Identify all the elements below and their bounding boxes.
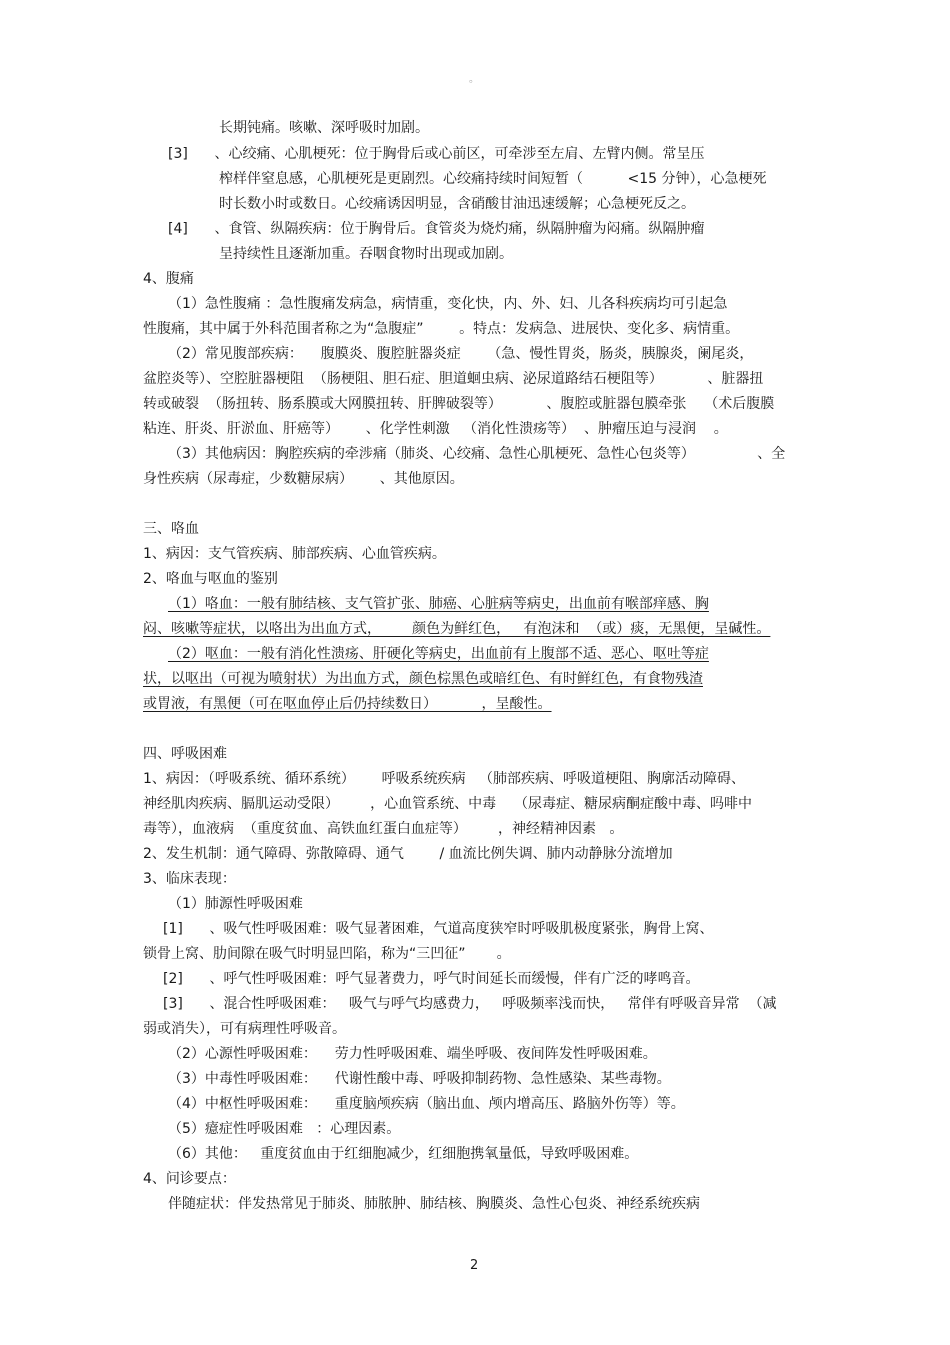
text-line bbox=[143, 1018, 346, 1040]
text-line bbox=[168, 1043, 657, 1065]
text-line-content: [2] 、呼气性呼吸困难：呼气显著费力，呼气时间延长而缓慢，伴有广泛的哮鸣音。 bbox=[163, 971, 700, 987]
text-line-content: 1、病因：（呼吸系统、循环系统） 呼吸系统疾病 （肺部疾病、呼吸道梗阻、胸廓活动障碍、 bbox=[143, 771, 745, 787]
text-line bbox=[168, 443, 785, 465]
text-line-content: 4、问诊要点： bbox=[143, 1171, 236, 1187]
text-line bbox=[143, 818, 623, 840]
text-line bbox=[143, 668, 703, 690]
text-line bbox=[143, 943, 511, 965]
header-mark: 。 bbox=[469, 74, 479, 85]
text-line-content: 呈持续性且逐渐加重。吞咽食物时出现或加剧。 bbox=[219, 246, 513, 262]
text-line-content: 或胃液，有黑便（可在呕血停止后仍持续数日） ，呈酸性。 bbox=[143, 696, 552, 712]
text-line bbox=[143, 1168, 236, 1190]
text-line-content: 神经肌肉疾病、膈肌运动受限） ，心血管系统、中毒 （尿毒症、糖尿病酮症酸中毒、吗啡中 bbox=[143, 796, 752, 812]
text-line bbox=[168, 1118, 400, 1140]
text-line-content: （4）中枢性呼吸困难： 重度脑颅疾病（脑出血、颅内增高压、路脑外伤等）等。 bbox=[168, 1096, 685, 1112]
text-line-content: 状，以呕出（可视为喷射状）为出血方式，颜色棕黑色或暗红色、有时鲜红色，有食物残渣 bbox=[143, 671, 703, 687]
text-line-content: 2、咯血与呕血的鉴别 bbox=[143, 571, 278, 587]
text-line bbox=[163, 968, 700, 990]
text-line bbox=[143, 318, 739, 340]
text-line bbox=[219, 168, 767, 190]
text-line-content: 3、临床表现： bbox=[143, 871, 236, 887]
text-line-content: 粘连、肝炎、肝淤血、肝癌等） 、化学性刺激 （消化性溃疡等） 、肿瘤压迫与浸润 。 bbox=[143, 421, 728, 437]
text-line-content: 身性疾病（尿毒症，少数糖尿病） 、其他原因。 bbox=[143, 471, 464, 487]
text-line-content: （2）常见腹部疾病： 腹膜炎、腹腔脏器炎症 （急、慢性胃炎，肠炎，胰腺炎，阑尾炎， bbox=[168, 346, 754, 362]
text-line-content: 长期钝痛。咳嗽、深呼吸时加剧。 bbox=[219, 120, 429, 136]
text-line bbox=[219, 243, 513, 265]
text-line bbox=[219, 117, 429, 139]
text-line bbox=[143, 568, 278, 590]
text-line-content: 伴随症状：伴发热常见于肺炎、肺脓肿、肺结核、胸膜炎、急性心包炎、神经系统疾病 bbox=[168, 1196, 700, 1212]
text-line-content: （5）癔症性呼吸困难 ：心理因素。 bbox=[168, 1121, 401, 1137]
text-line-content: 榨样伴窒息感，心肌梗死是更剧烈。心绞痛持续时间短暂（ <15 分钟），心急梗死 bbox=[219, 171, 767, 187]
text-line bbox=[143, 418, 728, 440]
text-line-content: 毒等），血液病 （重度贫血、高铁血红蛋白血症等） ，神经精神因素 。 bbox=[143, 821, 624, 837]
text-line bbox=[143, 768, 745, 790]
text-line bbox=[143, 693, 552, 715]
text-line-content: 2、发生机制：通气障碍、弥散障碍、通气 / 血流比例失调、肺内动静脉分流增加 bbox=[143, 846, 673, 862]
text-line bbox=[168, 293, 727, 315]
text-line-content: [4] 、食管、纵隔疾病：位于胸骨后。食管炎为烧灼痛，纵隔肿瘤为闷痛。纵隔肿瘤 bbox=[168, 221, 705, 237]
text-line-content: （3）其他病因：胸腔疾病的牵涉痛（肺炎、心绞痛、急性心肌梗死、急性心包炎等） 、全 bbox=[168, 446, 786, 462]
text-line bbox=[143, 868, 236, 890]
text-line-content: 锁骨上窝、肋间隙在吸气时明显凹陷，称为“三凹征” 。 bbox=[143, 946, 511, 962]
text-line-content: 4、腹痛 bbox=[143, 271, 194, 287]
text-line bbox=[163, 918, 714, 940]
text-line-content: [3] 、心绞痛、心肌梗死：位于胸骨后或心前区，可牵涉至左肩、左臂内侧。常呈压 bbox=[168, 146, 705, 162]
text-line-content: （1）急性腹痛 ：急性腹痛发病急，病情重，变化快，内、外、妇、儿各科疾病均可引起急 bbox=[168, 296, 728, 312]
text-line bbox=[143, 618, 770, 640]
text-line bbox=[143, 843, 673, 865]
text-line-content: （1）肺源性呼吸困难 bbox=[168, 896, 303, 912]
text-line-content: 盆腔炎等）、空腔脏器梗阻 （肠梗阻、胆石症、胆道蛔虫病、泌尿道路结石梗阻等） 、脏器扭 bbox=[143, 371, 764, 387]
text-line bbox=[143, 368, 763, 390]
text-line-content: （6）其他： 重度贫血由于红细胞减少，红细胞携氧量低，导致呼吸困难。 bbox=[168, 1146, 639, 1162]
text-line-content: （1）咯血：一般有肺结核、支气管扩张、肺癌、心脏病等病史，出血前有喉部痒感、胸 bbox=[168, 596, 709, 612]
text-line-content: [1] 、吸气性呼吸困难：吸气显著困难，气道高度狭窄时呼吸肌极度紧张，胸骨上窝、 bbox=[163, 921, 714, 937]
text-line-content: （2）心源性呼吸困难： 劳力性呼吸困难、端坐呼吸、夜间阵发性呼吸困难。 bbox=[168, 1046, 657, 1062]
text-line bbox=[143, 743, 227, 765]
text-line-content: 三、咯血 bbox=[143, 521, 199, 537]
text-line bbox=[143, 793, 752, 815]
text-line bbox=[143, 268, 194, 290]
text-line bbox=[163, 993, 776, 1015]
text-line bbox=[168, 593, 709, 615]
text-line bbox=[168, 343, 753, 365]
text-line-content: [3] 、混合性呼吸困难： 吸气与呼气均感费力， 呼吸频率浅而快， 常伴有呼吸音异常 （减 bbox=[163, 996, 777, 1012]
text-line bbox=[219, 193, 695, 215]
text-line-content: （3）中毒性呼吸困难： 代谢性酸中毒、呼吸抑制药物、急性感染、某些毒物。 bbox=[168, 1071, 671, 1087]
text-line-content: 时长数小时或数日。心绞痛诱因明显，含硝酸甘油迅速缓解；心急梗死反之。 bbox=[219, 196, 695, 212]
text-line bbox=[168, 643, 709, 665]
text-line bbox=[168, 1193, 700, 1215]
page-number: 2 bbox=[470, 1258, 479, 1273]
text-line bbox=[143, 393, 774, 415]
text-line bbox=[168, 143, 705, 165]
text-line bbox=[168, 1143, 638, 1165]
text-line bbox=[143, 543, 446, 565]
text-line bbox=[168, 893, 303, 915]
text-line-content: 四、呼吸困难 bbox=[143, 746, 227, 762]
text-line-content: 弱或消失），可有病理性呼吸音。 bbox=[143, 1021, 346, 1037]
text-line-content: 性腹痛，其中属于外科范围者称之为“急腹症” 。特点：发病急、进展快、变化多、病情重。 bbox=[143, 321, 740, 337]
text-line bbox=[143, 518, 199, 540]
text-line bbox=[168, 1068, 671, 1090]
text-line-content: 闷、咳嗽等症状，以咯出为出血方式， 颜色为鲜红色， 有泡沫和 （或）痰，无黑便，呈碱性。 bbox=[143, 621, 771, 637]
text-line bbox=[168, 218, 705, 240]
text-line-content: 1、病因：支气管疾病、肺部疾病、心血管疾病。 bbox=[143, 546, 446, 562]
text-line-content: 转或破裂 （肠扭转、肠系膜或大网膜扭转、肝脾破裂等） 、腹腔或脏器包膜牵张 （术后腹膜 bbox=[143, 396, 775, 412]
text-line bbox=[168, 1093, 685, 1115]
text-line bbox=[143, 468, 464, 490]
text-line-content: （2）呕血：一般有消化性溃疡、肝硬化等病史，出血前有上腹部不适、恶心、呕吐等症 bbox=[168, 646, 709, 662]
